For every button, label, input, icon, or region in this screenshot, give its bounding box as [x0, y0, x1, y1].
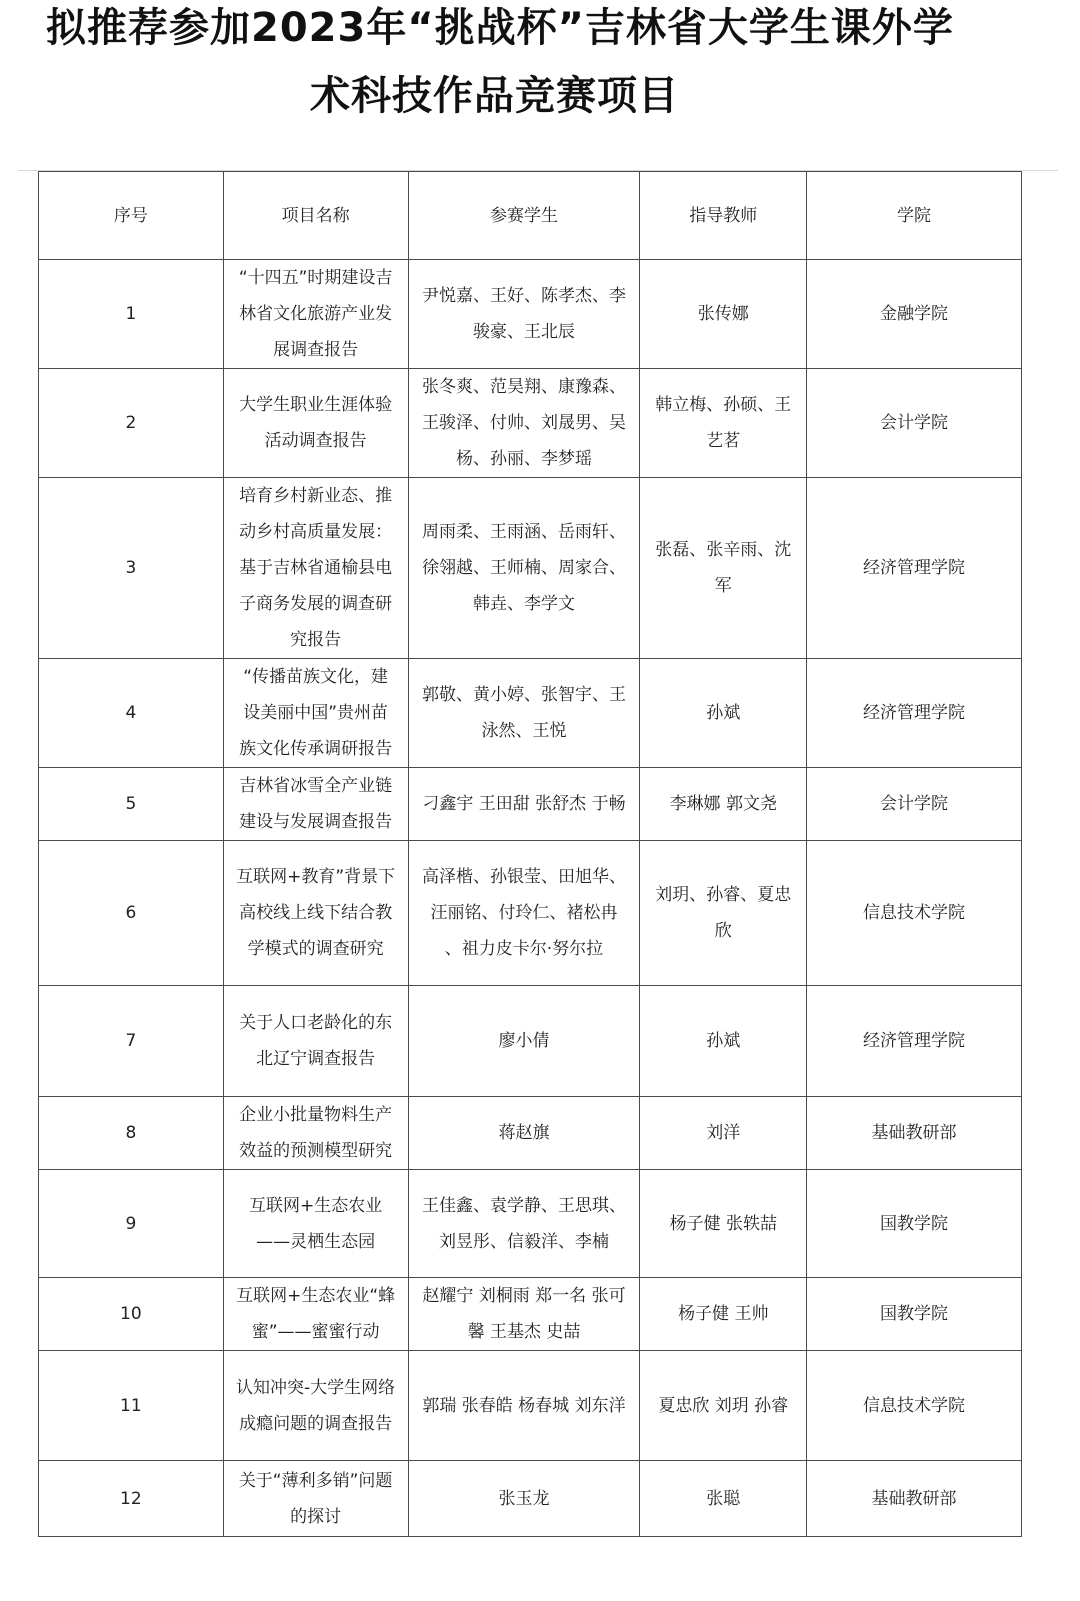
- header-project-name: 项目名称: [223, 172, 408, 260]
- cell-teachers: 张传娜: [640, 260, 807, 369]
- cell-teachers: 孙斌: [640, 659, 807, 768]
- cell-college: 金融学院: [807, 260, 1022, 369]
- header-students: 参赛学生: [408, 172, 640, 260]
- table-row: [39, 1461, 1022, 1537]
- cell-students: 廖小倩: [408, 986, 640, 1097]
- cell-students: 高泽楷、孙银莹、田旭华、汪丽铭、付玲仁、褚松冉 、祖力皮卡尔·努尔拉: [408, 841, 640, 986]
- table-row: [39, 768, 1022, 841]
- cell-students: 尹悦嘉、王好、陈孝杰、李骏豪、王北辰: [408, 260, 640, 369]
- cell-students: 刁鑫宇 王田甜 张舒杰 于畅: [408, 768, 640, 841]
- table-row: [39, 1170, 1022, 1278]
- cell-project-name: 互联网+生态农业“蜂蜜”——蜜蜜行动: [223, 1278, 408, 1351]
- table-row: [39, 260, 1022, 369]
- cell-teachers: 张聪: [640, 1461, 807, 1537]
- cell-college: 会计学院: [807, 369, 1022, 478]
- cell-project-name: 大学生职业生涯体验活动调查报告: [223, 369, 408, 478]
- cell-no: 7: [39, 986, 224, 1097]
- cell-project-name: 关于人口老龄化的东北辽宁调查报告: [223, 986, 408, 1097]
- cell-no: 2: [39, 369, 224, 478]
- cell-students: 蒋赵旗: [408, 1097, 640, 1170]
- cell-project-name: 互联网+教育”背景下高校线上线下结合教学模式的调查研究: [223, 841, 408, 986]
- table-row: [39, 659, 1022, 768]
- cell-teachers: 杨子健 王帅: [640, 1278, 807, 1351]
- cell-teachers: 刘洋: [640, 1097, 807, 1170]
- cell-no: 4: [39, 659, 224, 768]
- cell-college: 经济管理学院: [807, 986, 1022, 1097]
- cell-teachers: 刘玥、孙睿、夏忠欣: [640, 841, 807, 986]
- cell-no: 1: [39, 260, 224, 369]
- cell-no: 9: [39, 1170, 224, 1278]
- cell-college: 信息技术学院: [807, 1351, 1022, 1461]
- cell-college: 基础教研部: [807, 1461, 1022, 1537]
- table-row: [39, 1278, 1022, 1351]
- cell-college: 信息技术学院: [807, 841, 1022, 986]
- cell-no: 10: [39, 1278, 224, 1351]
- cell-no: 11: [39, 1351, 224, 1461]
- cell-project-name: 培育乡村新业态、推动乡村高质量发展：基于吉林省通榆县电子商务发展的调查研究报告: [223, 478, 408, 659]
- header-teachers: 指导教师: [640, 172, 807, 260]
- cell-teachers: 杨子健 张轶喆: [640, 1170, 807, 1278]
- cell-project-name: “十四五”时期建设吉林省文化旅游产业发展调查报告: [223, 260, 408, 369]
- table-row: [39, 1097, 1022, 1170]
- cell-college: 基础教研部: [807, 1097, 1022, 1170]
- cell-college: 国教学院: [807, 1278, 1022, 1351]
- table-row: [39, 478, 1022, 659]
- cell-project-name: 企业小批量物料生产效益的预测模型研究: [223, 1097, 408, 1170]
- cell-college: 经济管理学院: [807, 478, 1022, 659]
- cell-students: 张冬爽、范昊翔、康豫森、王骏泽、付帅、刘晟男、吴杨、孙丽、李梦瑶: [408, 369, 640, 478]
- projects-table: [38, 171, 1022, 1537]
- header-college: 学院: [807, 172, 1022, 260]
- cell-no: 3: [39, 478, 224, 659]
- table-row: [39, 841, 1022, 986]
- cell-project-name: 关于“薄利多销”问题的探讨: [223, 1461, 408, 1537]
- cell-students: 王佳鑫、袁学静、王思琪、刘昱彤、信毅洋、李楠: [408, 1170, 640, 1278]
- cell-project-name: 吉林省冰雪全产业链建设与发展调查报告: [223, 768, 408, 841]
- cell-students: 郭瑞 张春皓 杨春城 刘东洋: [408, 1351, 640, 1461]
- cell-no: 5: [39, 768, 224, 841]
- cell-project-name: 互联网+生态农业——灵栖生态园: [223, 1170, 408, 1278]
- cell-teachers: 孙斌: [640, 986, 807, 1097]
- header-no: 序号: [39, 172, 224, 260]
- cell-students: 张玉龙: [408, 1461, 640, 1537]
- cell-no: 6: [39, 841, 224, 986]
- table-body: [39, 260, 1022, 1537]
- title-line-2: 术科技作品竞赛项目: [310, 73, 679, 119]
- table-row: [39, 1351, 1022, 1461]
- cell-project-name: “传播苗族文化，建设美丽中国”贵州苗族文化传承调研报告: [223, 659, 408, 768]
- cell-students: 郭敬、黄小婷、张智宇、王泳然、王悦: [408, 659, 640, 768]
- cell-students: 赵耀宁 刘桐雨 郑一名 张可馨 王基杰 史喆: [408, 1278, 640, 1351]
- cell-no: 12: [39, 1461, 224, 1537]
- cell-college: 会计学院: [807, 768, 1022, 841]
- cell-teachers: 李琳娜 郭文尧: [640, 768, 807, 841]
- cell-teachers: 夏忠欣 刘玥 孙睿: [640, 1351, 807, 1461]
- cell-no: 8: [39, 1097, 224, 1170]
- table-row: [39, 369, 1022, 478]
- cell-teachers: 韩立梅、孙硕、王艺茗: [640, 369, 807, 478]
- cell-college: 经济管理学院: [807, 659, 1022, 768]
- cell-students: 周雨柔、王雨涵、岳雨轩、徐翎越、王师楠、周家合、韩垚、李学文: [408, 478, 640, 659]
- cell-college: 国教学院: [807, 1170, 1022, 1278]
- table-header-row: [39, 172, 1022, 260]
- cell-teachers: 张磊、张辛雨、沈军: [640, 478, 807, 659]
- cell-project-name: 认知冲突-大学生网络成瘾问题的调查报告: [223, 1351, 408, 1461]
- title-line-1: 拟推荐参加2023年“挑战杯”吉林省大学生课外学: [46, 5, 954, 51]
- table-row: [39, 986, 1022, 1097]
